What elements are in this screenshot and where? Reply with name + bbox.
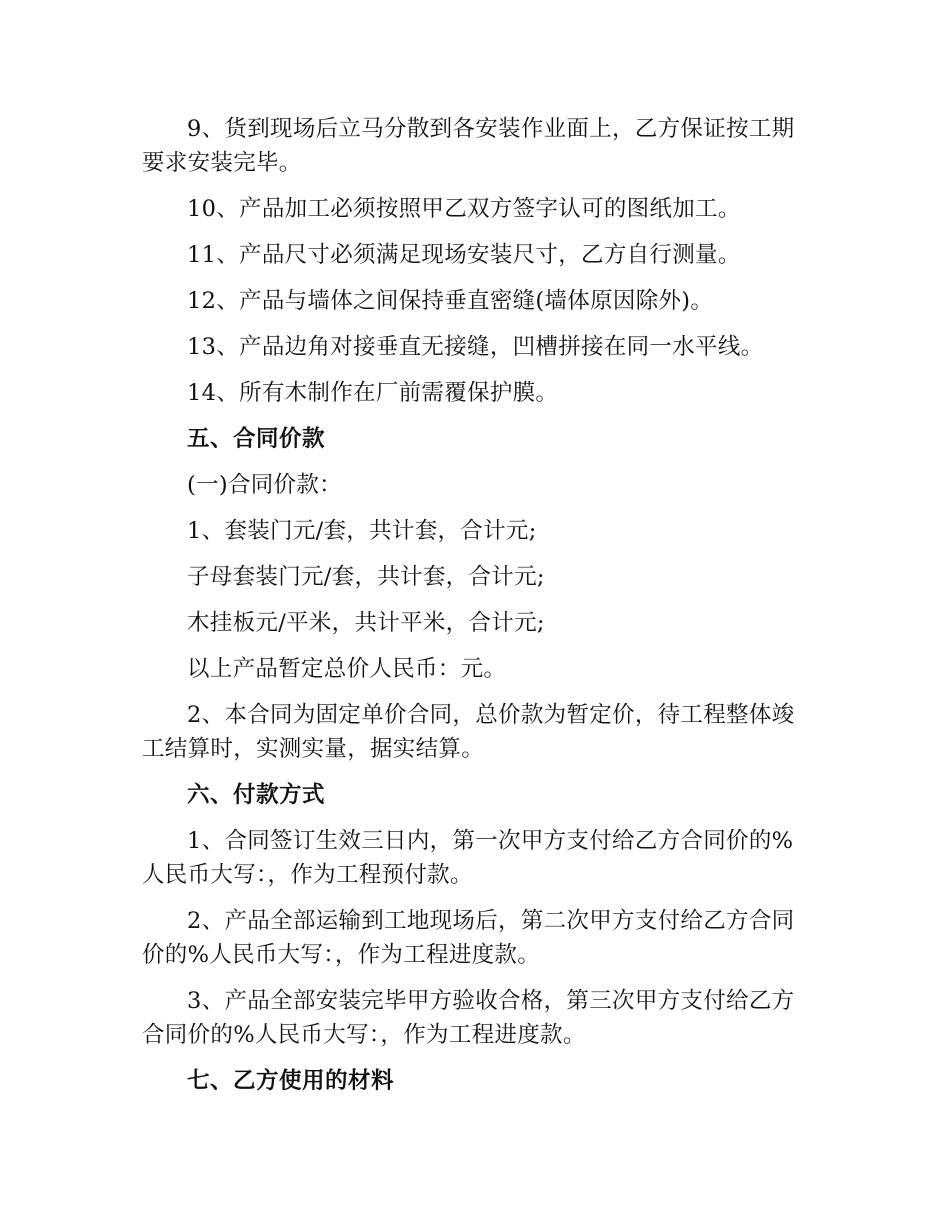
- clause-10: 10、产品加工必须按照甲乙双方签字认可的图纸加工。: [187, 196, 741, 222]
- subsection-contract-price: (一)合同价款：: [187, 472, 342, 498]
- price-line-door-set: 1、套装门元/套，共计套，合计元;: [187, 518, 537, 544]
- clause-13: 13、产品边角对接垂直无接缝，凹槽拼接在同一水平线。: [187, 334, 764, 360]
- clause-9: 9、货到现场后立马分散到各安装作业面上，乙方保证按工期要求安装完毕。: [142, 116, 795, 176]
- section-heading-materials: 七、乙方使用的材料: [187, 1068, 395, 1094]
- clause-12: 12、产品与墙体之间保持垂直密缝(墙体原因除外)。: [187, 288, 714, 314]
- payment-clause-1: 1、合同签订生效三日内，第一次甲方支付给乙方合同价的%人民币大写：，作为工程预付款。: [142, 828, 794, 888]
- section-heading-contract-price: 五、合同价款: [187, 426, 326, 452]
- price-clause-fixed-unit: 2、本合同为固定单价合同，总价款为暂定价，待工程整体竣工结算时，实测实量，据实结算。: [142, 702, 795, 762]
- price-line-double-door-set: 子母套装门元/套，共计套，合计元;: [187, 564, 545, 590]
- section-heading-payment: 六、付款方式: [187, 782, 326, 808]
- payment-clause-3: 3、产品全部安装完毕甲方验收合格，第三次甲方支付给乙方合同价的%人民币大写：，作为工程进度款。: [142, 988, 795, 1048]
- payment-clause-2: 2、产品全部运输到工地现场后，第二次甲方支付给乙方合同价的%人民币大写：，作为工程进度款。: [142, 908, 795, 968]
- price-line-total: 以上产品暂定总价人民币：元。: [187, 656, 507, 682]
- clause-14: 14、所有木制作在厂前需覆保护膜。: [187, 380, 559, 406]
- document-body: [142, 112, 802, 1110]
- clause-11: 11、产品尺寸必须满足现场安装尺寸，乙方自行测量。: [187, 242, 741, 268]
- price-line-wood-panel: 木挂板元/平米，共计平米，合计元;: [187, 610, 545, 636]
